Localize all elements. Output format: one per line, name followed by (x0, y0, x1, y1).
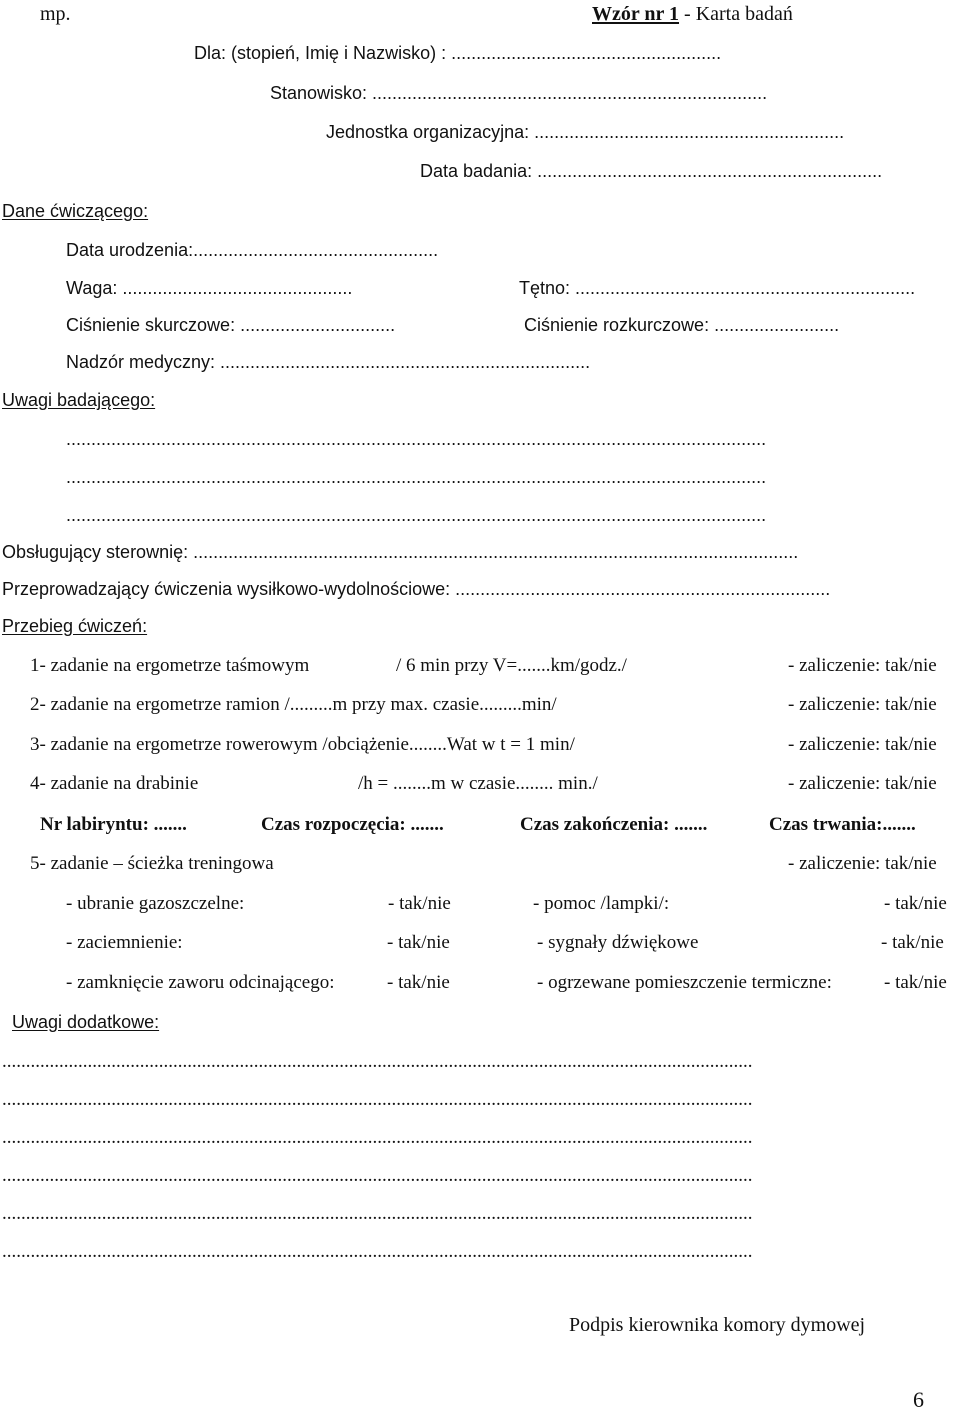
additional-remarks-line: .............................................................................................................................................................. (2, 1051, 753, 1072)
condition-value: - tak/nie (884, 893, 947, 914)
remarks-line: ............................................................................................................................................ (66, 505, 767, 525)
field-waga: Waga: .............................................. (66, 278, 353, 298)
field-cisnienie-skurczowe: Ciśnienie skurczowe: ............................... (66, 315, 396, 335)
condition-value: - tak/nie (388, 893, 451, 914)
exercise-4-result: - zaliczenie: tak/nie (788, 773, 937, 794)
field-przeprowadzajacy: Przeprowadzający ćwiczenia wysiłkowo-wydolnościowe: ........................................................................... (2, 579, 831, 599)
labyrinth-end-time: Czas zakończenia: ....... (520, 814, 708, 835)
condition-label: - pomoc /lampki/: (533, 893, 670, 914)
field-jednostka: Jednostka organizacyjna: .............................................................. (326, 122, 845, 142)
form-number: Wzór nr 1 (592, 3, 680, 25)
field-obslugujacy-sterownie: Obsługujący sterownię: ......................................................................................................................... (2, 542, 799, 562)
exercise-2-label: 2- zadanie na ergometrze ramion /.........m przy max. czasie.........min/ (30, 694, 557, 715)
labyrinth-start-time: Czas rozpoczęcia: ....... (261, 814, 444, 835)
field-stanowisko: Stanowisko: ............................................................................... (270, 83, 768, 103)
section-heading-uwagi-dodatkowe: Uwagi dodatkowe: (12, 1012, 160, 1032)
labyrinth-nr: Nr labiryntu: ....... (40, 814, 187, 835)
section-heading-przebieg: Przebieg ćwiczeń: (2, 616, 148, 636)
exercise-2-result: - zaliczenie: tak/nie (788, 694, 937, 715)
condition-label: - sygnały dźwiękowe (537, 932, 699, 953)
signature-label: Podpis kierownika komory dymowej (569, 1314, 866, 1336)
field-nadzor-medyczny: Nadzór medyczny: .......................................................................... (66, 352, 591, 372)
exercise-1-detail: / 6 min przy V=.......km/godz./ (396, 655, 627, 676)
additional-remarks-line: .............................................................................................................................................................. (2, 1089, 753, 1110)
field-cisnienie-rozkurczowe: Ciśnienie rozkurczowe: ......................... (524, 315, 840, 335)
field-tetno: Tętno: .................................................................... (519, 278, 916, 298)
exercise-5-result: - zaliczenie: tak/nie (788, 853, 937, 874)
condition-value: - tak/nie (884, 972, 947, 993)
exercise-1-label: 1- zadanie na ergometrze taśmowym (30, 655, 310, 676)
condition-label: - zamknięcie zaworu odcinającego: (66, 972, 335, 993)
exercise-1-result: - zaliczenie: tak/nie (788, 655, 937, 676)
additional-remarks-line: .............................................................................................................................................................. (2, 1203, 753, 1224)
field-data-urodzenia: Data urodzenia:................................................. (66, 240, 439, 260)
document-prefix: mp. (40, 3, 71, 25)
page-number: 6 (913, 1387, 924, 1412)
labyrinth-duration: Czas trwania:....... (769, 814, 916, 835)
section-heading-dane: Dane ćwiczącego: (2, 201, 149, 221)
section-heading-uwagi-badajacego: Uwagi badającego: (2, 390, 156, 410)
field-data-badania: Data badania: ..................................................................... (420, 161, 883, 181)
condition-label: - zaciemnienie: (66, 932, 183, 953)
remarks-line: ............................................................................................................................................ (66, 467, 767, 487)
remarks-line: ............................................................................................................................................ (66, 429, 767, 449)
field-dla: Dla: (stopień, Imię i Nazwisko) : ...................................................... (194, 43, 722, 63)
exercise-4-detail: /h = ........m w czasie........ min./ (358, 773, 598, 794)
additional-remarks-line: .............................................................................................................................................................. (2, 1165, 753, 1186)
exercise-3-result: - zaliczenie: tak/nie (788, 734, 937, 755)
form-title: - Karta badań (679, 3, 793, 25)
condition-value: - tak/nie (881, 932, 944, 953)
exercise-4-label: 4- zadanie na drabinie (30, 773, 199, 794)
condition-value: - tak/nie (387, 932, 450, 953)
condition-value: - tak/nie (387, 972, 450, 993)
additional-remarks-line: .............................................................................................................................................................. (2, 1127, 753, 1148)
condition-label: - ubranie gazoszczelne: (66, 893, 245, 914)
additional-remarks-line: .............................................................................................................................................................. (2, 1241, 753, 1262)
form-heading (592, 4, 793, 24)
exercise-5-label: 5- zadanie – ścieżka treningowa (30, 853, 274, 874)
exercise-3-label: 3- zadanie na ergometrze rowerowym /obciążenie........Wat w t = 1 min/ (30, 734, 575, 755)
condition-label: - ogrzewane pomieszczenie termiczne: (537, 972, 832, 993)
